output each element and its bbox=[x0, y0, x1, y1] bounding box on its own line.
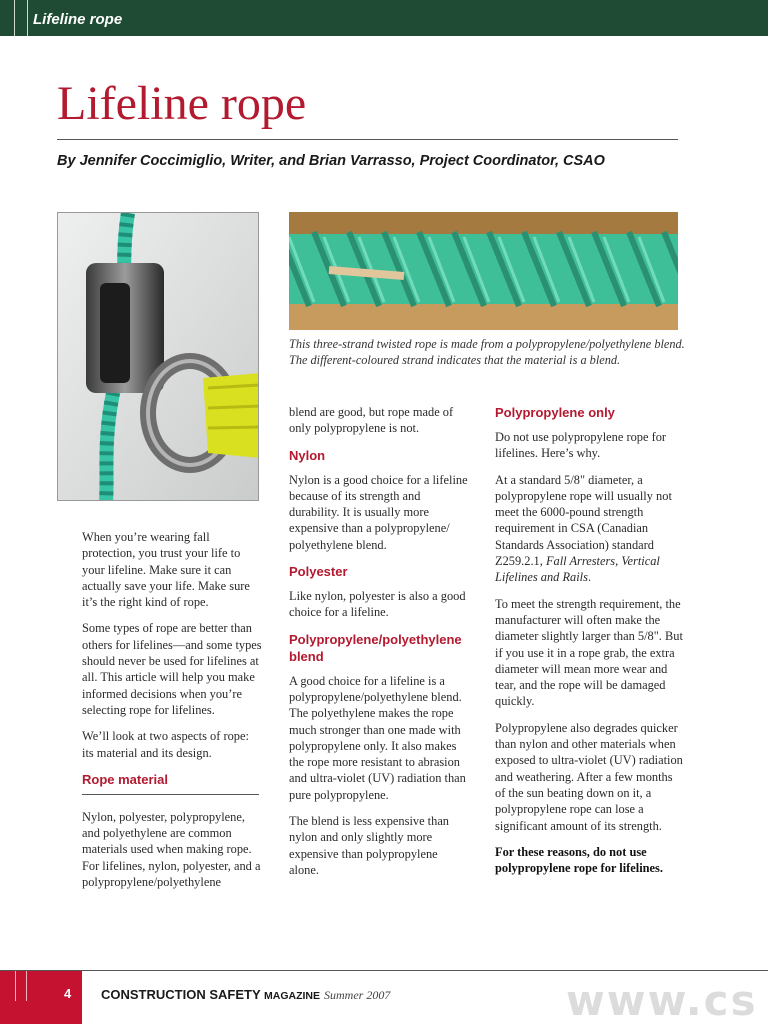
heading-rope-material: Rope material bbox=[82, 771, 168, 787]
page-number: 4 bbox=[64, 986, 72, 1001]
column-3 bbox=[495, 404, 685, 886]
paragraph: Polypropylene also degrades quicker than nylon and other materials when exposed to ultra-violet (UV) radiation and weathering. After a few months of the sun beating down on it, a polypropylene rope can lose a significant amount of its strength. bbox=[495, 720, 683, 833]
paragraph-text: At a standard 5/8" diameter, a polypropylene rope will usually not meet the 6000-pound strength requirement in CSA (Canadian Standards Association) standard Z259.2.1, bbox=[495, 472, 672, 569]
magazine-title: CONSTRUCTION SAFETY bbox=[101, 987, 261, 1002]
paragraph: To meet the strength requirement, the manufacturer will often make the diameter slightly larger than 5/8". But if you use it in a rope grab, the extra diameter will mean more wear and tear, and the rope will be damaged quickly. bbox=[495, 596, 683, 709]
footer-page-box bbox=[0, 971, 82, 1024]
paragraph: Nylon, polyester, polypropylene, and polyethylene are common materials used when making rope. For lifelines, nylon, polyester, and a polypropylene/polyethylene bbox=[82, 809, 261, 890]
footer-divider bbox=[0, 970, 768, 971]
standard-title: Fall Arresters, Vertical Lifelines and Rails bbox=[495, 554, 660, 585]
title-divider bbox=[57, 139, 678, 140]
article-title: Lifeline rope bbox=[57, 77, 307, 130]
heading-polypropylene-only: Polypropylene only bbox=[495, 405, 615, 420]
heading-nylon: Nylon bbox=[289, 447, 326, 463]
paragraph-text: . bbox=[587, 570, 592, 585]
heading-blend: Polypropylene/polyethylene blend bbox=[289, 631, 462, 664]
paragraph: When you’re wearing fall protection, you trust your life to your lifeline. Make sure it can actually save your life. Make sure it’s the right kind of rope. bbox=[82, 530, 250, 610]
paragraph: blend are good, but rope made of only polypropylene is not. bbox=[289, 405, 454, 436]
column-2 bbox=[289, 404, 469, 888]
watermark: www.cs bbox=[566, 976, 758, 1025]
paragraph bbox=[495, 472, 685, 586]
conclusion-paragraph: For these reasons, do not use polypropylene rope for lifelines. bbox=[495, 844, 663, 876]
section-label: Lifeline rope bbox=[33, 11, 123, 28]
paragraph: We’ll look at two aspects of rope: its material and its design. bbox=[82, 729, 249, 760]
header-bar bbox=[0, 0, 768, 36]
paragraph: Do not use polypropylene rope for lifelines. Here’s why. bbox=[495, 430, 667, 461]
paragraph: Some types of rope are better than others for lifelines—and some types should never be used for lifelines at all. This article will help you make informed decisions when you’re selecting rope for lifelines. bbox=[82, 621, 262, 717]
magazine-name bbox=[101, 987, 320, 1002]
paragraph: Nylon is a good choice for a lifeline because of its strength and durability. It is usually more expensive than a polypropylene/ polyethylene blend. bbox=[289, 472, 468, 552]
column-1 bbox=[82, 529, 262, 900]
rope-closeup-photo bbox=[289, 212, 678, 330]
footer-decor-lines bbox=[15, 971, 27, 1001]
rope-grab-photo bbox=[57, 212, 259, 501]
heading-divider bbox=[82, 794, 259, 795]
byline: By Jennifer Coccimiglio, Writer, and Brian Varrasso, Project Coordinator, CSAO bbox=[57, 153, 605, 169]
paragraph: A good choice for a lifeline is a polypropylene/polyethylene blend. The polyethylene makes the rope much stronger than one made with polypropylene only. It also makes the rope more resistant to abrasion and ultra-violet (UV) radiation than pure polypropylene. bbox=[289, 673, 466, 802]
issue-date: Summer 2007 bbox=[324, 988, 391, 1002]
magazine-suffix: MAGAZINE bbox=[264, 990, 321, 1002]
heading-polyester: Polyester bbox=[289, 564, 348, 580]
header-decor-lines bbox=[14, 0, 28, 36]
paragraph: The blend is less expensive than nylon and only slightly more expensive than polypropylene alone. bbox=[289, 814, 450, 877]
photo-caption: This three-strand twisted rope is made from a polypropylene/polyethylene blend. The different-coloured strand indicates that the material is a blend. bbox=[289, 337, 685, 367]
paragraph: Like nylon, polyester is also a good choice for a lifeline. bbox=[289, 589, 466, 620]
